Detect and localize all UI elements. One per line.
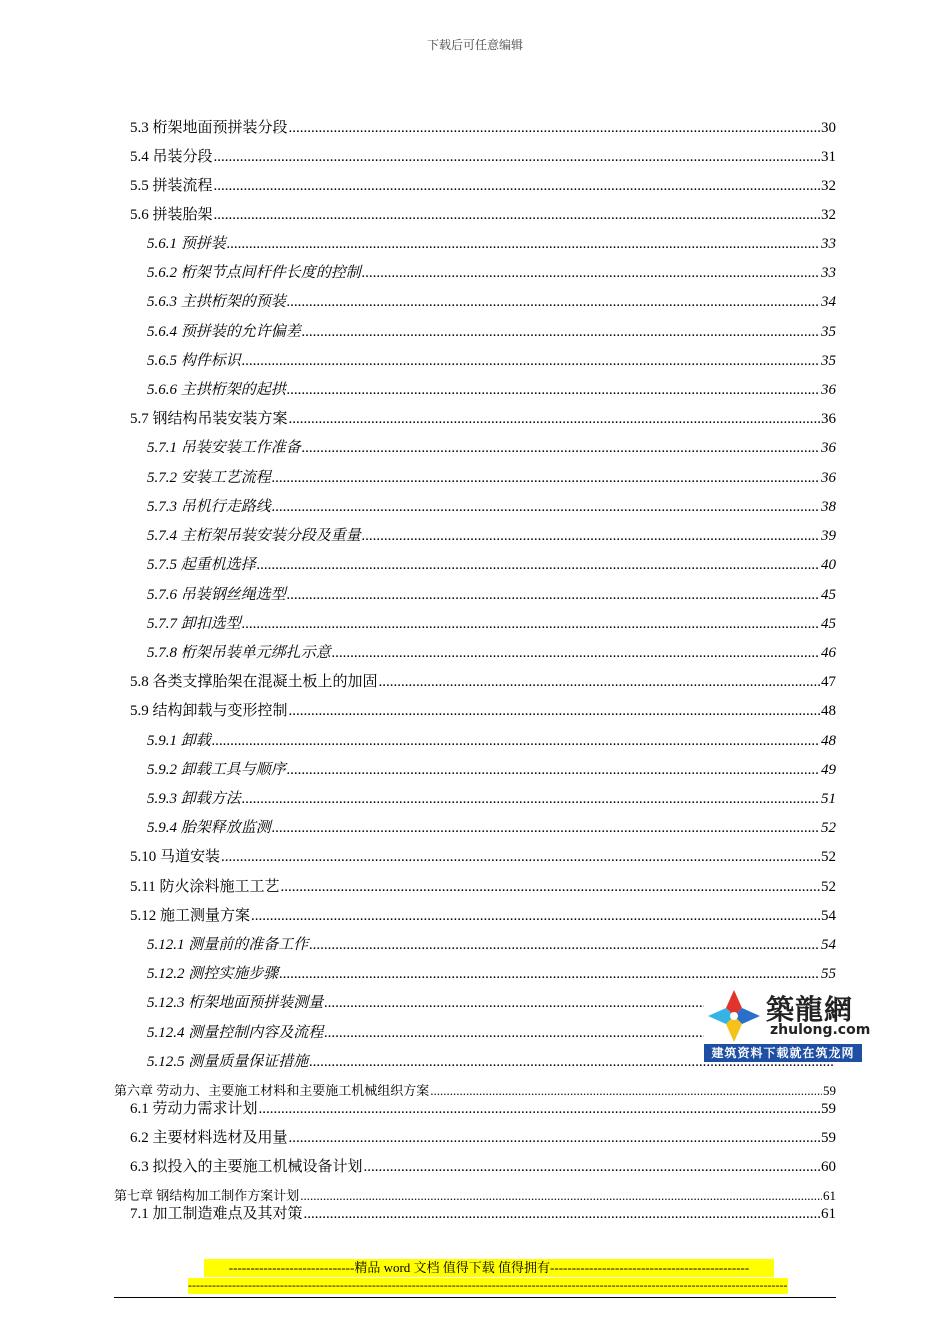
toc-entry-page: 54 bbox=[821, 908, 836, 924]
toc-leader-dots bbox=[227, 236, 820, 253]
toc-leader-dots bbox=[362, 528, 820, 545]
toc-entry-page: 46 bbox=[821, 645, 836, 661]
footer-promo-line: -----------------------------精品 word 文档 值得下载 值得拥有---------------------------------------------- bbox=[204, 1259, 774, 1277]
toc-leader-dots bbox=[251, 908, 820, 925]
toc-entry-title: 5.6.3 主拱桁架的预装 bbox=[147, 294, 286, 310]
toc-entry-title: 5.12.4 测量控制内容及流程 bbox=[147, 1025, 324, 1041]
toc-entry[interactable] bbox=[130, 1202, 836, 1223]
toc-leader-dots bbox=[242, 616, 820, 633]
toc-leader-dots bbox=[272, 820, 820, 837]
toc-entry-title: 5.12 施工测量方案 bbox=[130, 908, 251, 924]
toc-entry-page: 61 bbox=[821, 1206, 836, 1222]
toc-leader-dots bbox=[332, 645, 820, 662]
toc-entry-title: 5.10 马道安装 bbox=[130, 849, 221, 865]
toc-leader-dots bbox=[287, 762, 820, 779]
toc-leader-dots bbox=[304, 1206, 820, 1223]
toc-entry-page: 52 bbox=[821, 820, 836, 836]
toc-entry-title: 5.9.3 卸载方法 bbox=[147, 791, 241, 807]
toc-entry-page: 45 bbox=[821, 587, 836, 603]
toc-entry-page: 48 bbox=[821, 733, 836, 749]
toc-entry-page: 30 bbox=[821, 120, 836, 136]
toc-leader-dots bbox=[259, 1101, 820, 1118]
toc-entry-title: 5.9 结构卸载与变形控制 bbox=[130, 703, 288, 719]
toc-entry-page: 49 bbox=[821, 762, 836, 778]
toc-leader-dots bbox=[302, 440, 820, 457]
toc-entry-page: 51 bbox=[821, 791, 836, 807]
toc-entry-page: 48 bbox=[821, 703, 836, 719]
toc-entry-page: 38 bbox=[821, 499, 836, 515]
toc-entry[interactable] bbox=[147, 378, 836, 399]
toc-entry-title: 5.7.5 起重机选择 bbox=[147, 557, 256, 573]
toc-entry-title: 5.7 钢结构吊装安装方案 bbox=[130, 411, 288, 427]
toc-entry[interactable] bbox=[147, 232, 836, 253]
toc-entry[interactable] bbox=[147, 320, 836, 341]
toc-leader-dots bbox=[212, 733, 820, 750]
toc-entry-title: 5.7.7 卸扣选型 bbox=[147, 616, 241, 632]
toc-entry-title: 5.6.2 桁架节点间杆件长度的控制 bbox=[147, 265, 361, 281]
toc-entry[interactable] bbox=[130, 174, 836, 195]
toc-entry[interactable] bbox=[147, 583, 836, 604]
toc-entry-title: 5.9.4 胎架释放监测 bbox=[147, 820, 271, 836]
toc-leader-dots bbox=[280, 879, 820, 896]
toc-entry-page: 60 bbox=[821, 1159, 836, 1175]
toc-leader-dots bbox=[289, 411, 820, 428]
toc-entry-page: 45 bbox=[821, 616, 836, 632]
toc-leader-dots bbox=[242, 791, 820, 808]
toc-leader-dots bbox=[214, 178, 820, 195]
toc-entry-page: 39 bbox=[821, 528, 836, 544]
toc-entry-title: 5.12.2 测控实施步骤 bbox=[147, 966, 279, 982]
toc-entry-title: 6.2 主要材料选材及用量 bbox=[130, 1130, 288, 1146]
toc-entry-page: 31 bbox=[821, 149, 836, 165]
toc-leader-dots bbox=[289, 703, 820, 720]
toc-leader-dots bbox=[364, 1159, 820, 1176]
toc-entry-title: 5.7.6 吊装钢丝绳选型 bbox=[147, 587, 286, 603]
toc-entry-page: 59 bbox=[823, 1083, 836, 1098]
toc-entry[interactable] bbox=[130, 1097, 836, 1118]
toc-entry-page: 36 bbox=[821, 470, 836, 486]
toc-leader-dots bbox=[287, 294, 820, 311]
toc-entry-page: 54 bbox=[821, 937, 836, 953]
toc-entry[interactable] bbox=[130, 116, 836, 137]
toc-leader-dots bbox=[214, 207, 820, 224]
header-note: 下载后可任意编辑 bbox=[426, 38, 523, 52]
toc-entry-page: 47 bbox=[821, 674, 836, 690]
toc-entry-title: 5.7.2 安装工艺流程 bbox=[147, 470, 271, 486]
toc-entry-title: 5.6.5 构件标识 bbox=[147, 353, 241, 369]
toc-entry-title: 5.6 拼装胎架 bbox=[130, 207, 213, 223]
toc-leader-dots bbox=[279, 966, 820, 983]
toc-entry-page: 61 bbox=[823, 1188, 836, 1203]
toc-entry-page: 36 bbox=[821, 440, 836, 456]
toc-entry-title: 5.8 各类支撑胎架在混凝土板上的加固 bbox=[130, 674, 378, 690]
toc-entry-title: 5.11 防火涂料施工工艺 bbox=[130, 879, 280, 895]
toc-leader-dots bbox=[272, 470, 820, 487]
toc-entry-title: 第六章 劳动力、主要施工材料和主要施工机械组织方案 bbox=[114, 1083, 430, 1098]
toc-leader-dots bbox=[214, 149, 820, 166]
toc-leader-dots bbox=[287, 382, 820, 399]
toc-entry-page: 33 bbox=[821, 265, 836, 281]
toc-entry[interactable] bbox=[147, 290, 836, 311]
toc-entry[interactable] bbox=[147, 816, 836, 837]
toc-entry-title: 5.6.6 主拱桁架的起拱 bbox=[147, 382, 286, 398]
footer-dash-line: ------------------------------------------------------------------------------------------------------------------------------------------------------ bbox=[188, 1278, 788, 1292]
toc-entry-page: 36 bbox=[821, 382, 836, 398]
toc-entry[interactable] bbox=[130, 845, 836, 866]
toc-entry-title: 5.7.1 吊装安装工作准备 bbox=[147, 440, 301, 456]
toc-entry-page: 35 bbox=[821, 324, 836, 340]
toc-entry-title: 7.1 加工制造难点及其对策 bbox=[130, 1206, 303, 1222]
toc-entry-title: 5.7.4 主桁架吊装安装分段及重量 bbox=[147, 528, 361, 544]
toc-leader-dots bbox=[362, 265, 820, 282]
toc-entry[interactable] bbox=[147, 436, 836, 457]
toc-entry-page: 34 bbox=[821, 294, 836, 310]
toc-entry[interactable] bbox=[147, 787, 836, 808]
toc-entry-title: 5.4 吊装分段 bbox=[130, 149, 213, 165]
toc-entry[interactable] bbox=[147, 349, 836, 370]
toc-entry-page: 59 bbox=[821, 1130, 836, 1146]
toc-leader-dots bbox=[289, 1130, 820, 1147]
toc-entry[interactable] bbox=[130, 407, 836, 428]
toc-entry[interactable] bbox=[147, 933, 836, 954]
footer-rule bbox=[114, 1297, 836, 1298]
toc-entry[interactable] bbox=[147, 729, 836, 750]
toc-entry-title: 5.3 桁架地面预拼装分段 bbox=[130, 120, 288, 136]
watermark-domain: zhulong.com bbox=[770, 1022, 871, 1038]
toc-leader-dots bbox=[287, 587, 820, 604]
toc-entry[interactable] bbox=[130, 1126, 836, 1147]
toc-leader-dots bbox=[302, 324, 820, 341]
toc-leader-dots bbox=[309, 937, 820, 954]
toc-entry[interactable] bbox=[147, 466, 836, 487]
toc-leader-dots bbox=[289, 120, 820, 137]
toc-entry-title: 5.7.3 吊机行走路线 bbox=[147, 499, 271, 515]
toc-entry-title: 6.3 拟投入的主要施工机械设备计划 bbox=[130, 1159, 363, 1175]
toc-entry-page: 52 bbox=[821, 849, 836, 865]
toc-entry[interactable] bbox=[147, 641, 836, 662]
toc-entry[interactable] bbox=[147, 612, 836, 633]
toc-entry[interactable] bbox=[130, 904, 836, 925]
toc-entry-page: 32 bbox=[821, 207, 836, 223]
toc-entry-title: 5.12.5 测量质量保证措施 bbox=[147, 1054, 309, 1070]
toc-entry[interactable] bbox=[147, 495, 836, 516]
toc-leader-dots bbox=[242, 353, 820, 370]
watermark-brand-cn: 築龍網 bbox=[766, 993, 854, 1026]
toc-entry-page: 52 bbox=[821, 879, 836, 895]
toc-entry[interactable] bbox=[130, 875, 836, 896]
toc-entry-title: 5.9.1 卸载 bbox=[147, 733, 211, 749]
toc-entry-page: 33 bbox=[821, 236, 836, 252]
toc-entry-page: 55 bbox=[821, 966, 836, 982]
toc-entry[interactable] bbox=[147, 962, 836, 983]
toc-entry[interactable] bbox=[147, 553, 836, 574]
toc-entry-title: 6.1 劳动力需求计划 bbox=[130, 1101, 258, 1117]
toc-entry-title: 第七章 钢结构加工制作方案计划 bbox=[114, 1188, 300, 1203]
toc-entry[interactable] bbox=[130, 699, 836, 720]
toc-entry-title: 5.9.2 卸载工具与顺序 bbox=[147, 762, 286, 778]
toc-entry-page: 40 bbox=[821, 557, 836, 573]
toc-entry[interactable] bbox=[147, 758, 836, 779]
watermark-slogan: 建筑资料下载就在筑龙网 bbox=[704, 1044, 862, 1062]
toc-leader-dots bbox=[221, 849, 820, 866]
zhulong-watermark bbox=[704, 984, 871, 1064]
toc-entry-title: 5.12.1 测量前的准备工作 bbox=[147, 937, 309, 953]
toc-entry[interactable] bbox=[147, 524, 836, 545]
toc-leader-dots bbox=[379, 674, 820, 691]
toc-entry-title: 5.7.8 桁架吊装单元绑扎示意 bbox=[147, 645, 331, 661]
toc-entry-title: 5.12.3 桁架地面预拼装测量 bbox=[147, 995, 324, 1011]
toc-entry-page: 36 bbox=[821, 411, 836, 427]
toc-entry-title: 5.5 拼装流程 bbox=[130, 178, 213, 194]
toc-entry-title: 5.6.1 预拼装 bbox=[147, 236, 226, 252]
toc-leader-dots bbox=[257, 557, 820, 574]
toc-leader-dots bbox=[272, 499, 820, 516]
toc-entry[interactable] bbox=[130, 670, 836, 691]
toc-entry[interactable] bbox=[130, 203, 836, 224]
toc-entry-title: 5.6.4 预拼装的允许偏差 bbox=[147, 324, 301, 340]
toc-entry-page: 35 bbox=[821, 353, 836, 369]
toc-entry-page: 32 bbox=[821, 178, 836, 194]
zhulong-logo-icon bbox=[706, 988, 762, 1044]
toc-entry[interactable] bbox=[147, 261, 836, 282]
toc-entry-page: 59 bbox=[821, 1101, 836, 1117]
toc-entry[interactable] bbox=[130, 1155, 836, 1176]
toc-entry[interactable] bbox=[130, 145, 836, 166]
